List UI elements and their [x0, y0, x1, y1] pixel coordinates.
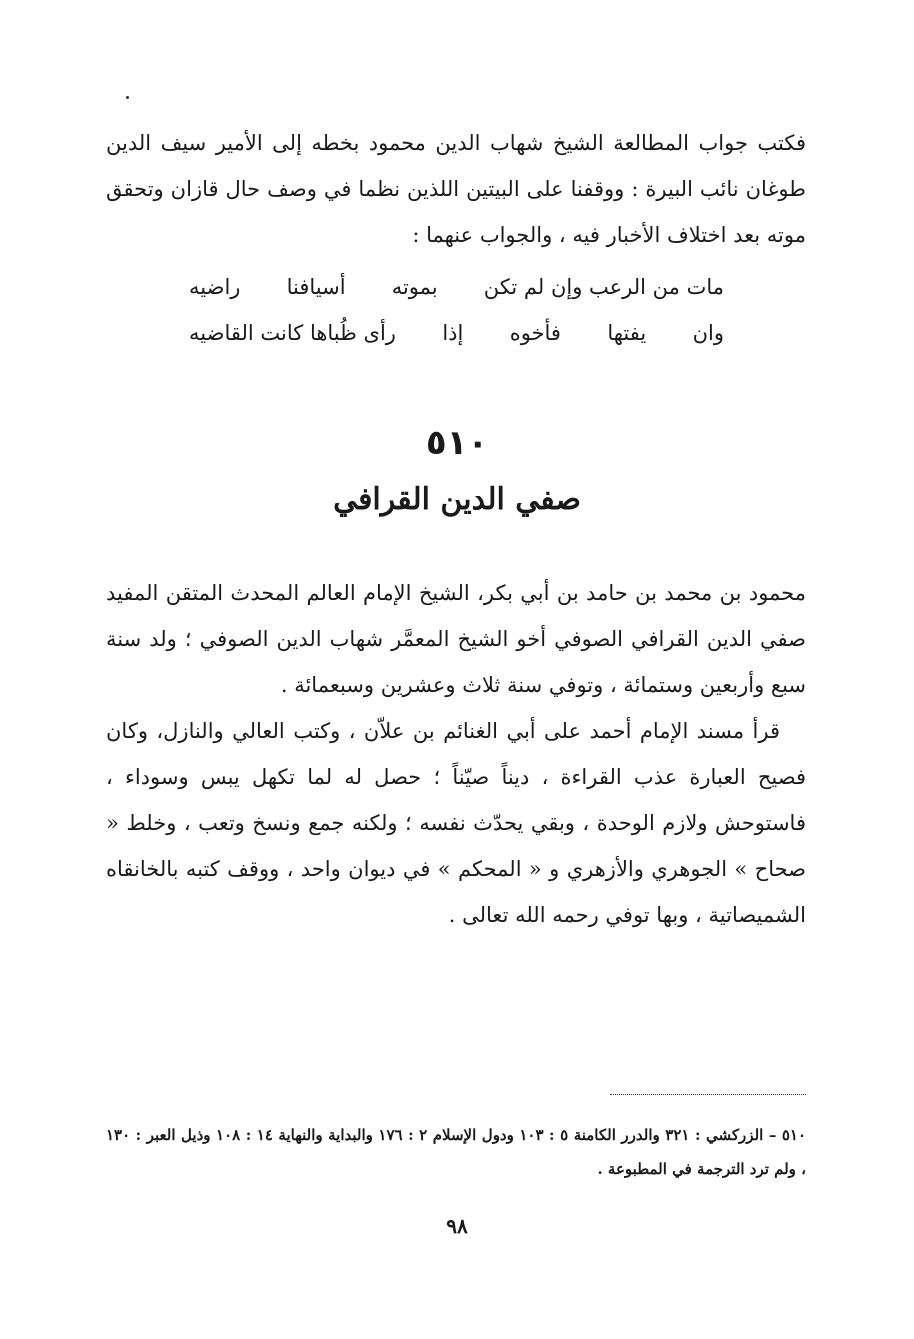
biography-paragraph-1: محمود بن محمد بن حامد بن أبي بكر، الشيخ الإمام العالم المحدث المتقن المفيد صفي الدين القرافي الصوفي أخو الشيخ المعمَّر شهاب الدين الصوفي ؛ ولد سنة سبع وأربعين وستمائة ، وتوفي سنة ثلاث وعشرين وسبعمائة . [106, 581, 806, 697]
verse-2-part-5: رأى ظُباها كانت القاضيه [189, 321, 396, 345]
verse-2-part-1: وان [692, 321, 724, 345]
verse-2-part-3: فأخوه [509, 321, 561, 345]
intro-paragraph: فكتب جواب المطالعة الشيخ شهاب الدين محمود بخطه إلى الأمير سيف الدين طوغان نائب البيرة : ووقفنا على البيتين اللذين نظما في وصف حال قازان وتحقق موته بعد اختلاف الأخبار فيه ، والجواب عنهما : [106, 131, 806, 247]
verse-1-part-2: بموته [391, 275, 438, 299]
verse-1-part-4: راضيه [189, 275, 241, 299]
verse-line-2 [189, 310, 724, 356]
footnote-separator [610, 1094, 806, 1095]
entry-title: صفي الدين القرافي [333, 482, 581, 517]
verse-1-part-3: أسيافنا [286, 275, 346, 299]
entry-number: ٥١٠ [425, 423, 489, 463]
page-number: ٩٨ [446, 1214, 468, 1238]
ink-speck [126, 96, 129, 99]
verse-2-part-2: يفتها [607, 321, 647, 345]
footnote: ٥١٠ – الزركشي : ٣٢١ والدرر الكامنة ٥ : ١٠٣ ودول الإسلام ٢ : ١٧٦ والبداية والنهاية ١٤ : ١٠٨ وذيل العبر : ١٣٠ ، ولم ترد الترجمة في المطبوعة . [106, 1126, 807, 1178]
biography-paragraph-2: قرأ مسند الإمام أحمد على أبي الغنائم بن علاّن ، وكتب العالي والنازل، وكان فصيح العبارة عذب القراءة ، ديناً صيّناً ؛ حصل له لما تكهل يبس وسوداء ، فاستوحش ولازم الوحدة ، وبقي يحدّث نفسه ؛ ولكنه جمع ونسخ وتعب ، وخلط « صحاح » الجوهري والأزهري و « المحكم » في ديوان واحد ، ووقف كتبه بالخانقاه الشميصاتية ، وبها توفي رحمه الله تعالى . [106, 719, 806, 927]
verse-line-1 [189, 264, 724, 310]
verse-1-part-1: مات من الرعب وإن لم تكن [483, 275, 724, 299]
verse-2-part-4: إذا [442, 321, 464, 345]
